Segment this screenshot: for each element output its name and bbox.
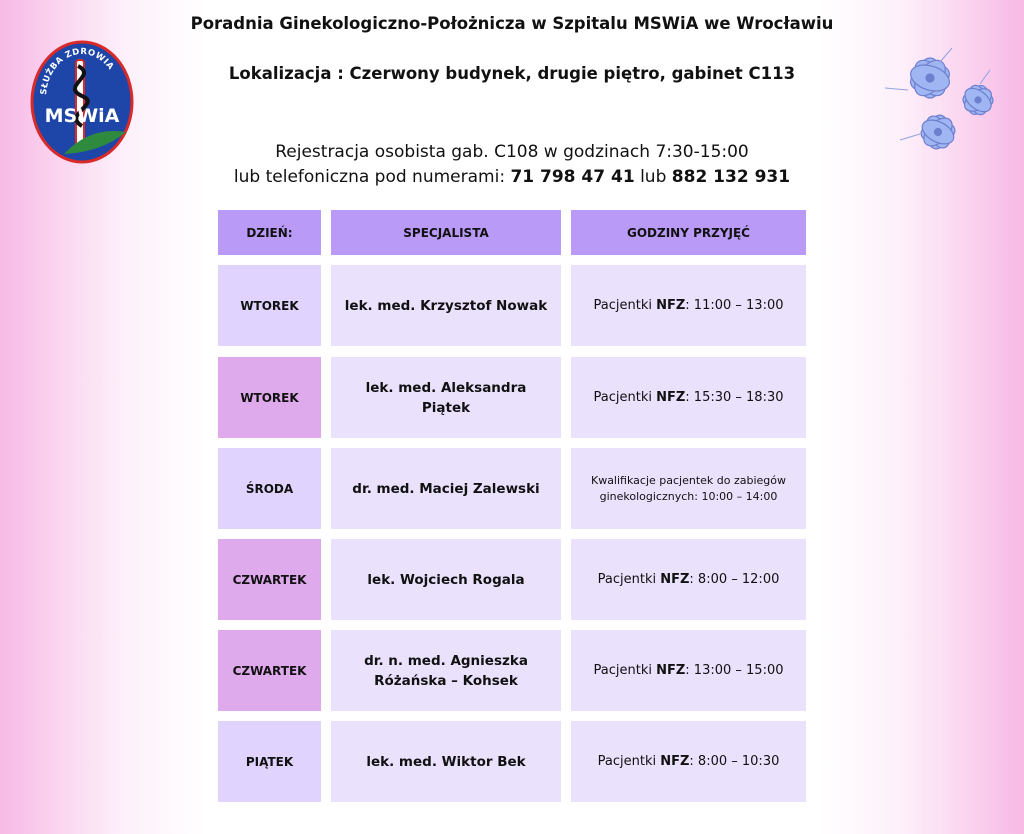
registration-line-1: Rejestracja osobista gab. C108 w godzinach 7:30-15:00 [275,142,749,162]
registration-info [0,140,1024,190]
registration-line-2 [0,165,1024,190]
row-4-hours: Pacjentki NFZ: 8:00 – 12:00 [571,539,806,620]
header-specialist: SPECJALISTA [331,210,561,255]
header-hours: GODZINY PRZYJĘĆ [571,210,806,255]
row-3-hours: Kwalifikacje pacjentek do zabiegów ginekologicznych: 10:00 – 14:00 [571,448,806,529]
row-5-specialist: dr. n. med. Agnieszka Różańska – Kohsek [331,630,561,711]
row-2-day: WTOREK [218,357,321,438]
row-4-specialist: lek. Wojciech Rogala [331,539,561,620]
row-1-day: WTOREK [218,265,321,346]
row-6-day: PIĄTEK [218,721,321,802]
row-5-day: CZWARTEK [218,630,321,711]
registration-prefix: lub telefoniczna pod numerami: [233,167,511,187]
row-2-hours: Pacjentki NFZ: 15:30 – 18:30 [571,357,806,438]
mswia-logo [30,40,134,164]
row-3-day: ŚRODA [218,448,321,529]
header-day: DZIEŃ: [218,210,321,255]
row-3-specialist: dr. med. Maciej Zalewski [331,448,561,529]
phone-number-2: 882 132 931 [671,167,791,187]
row-2-specialist: lek. med. Aleksandra Piątek [331,357,561,438]
page-title: Poradnia Ginekologiczno-Położnicza w Szpitalu MSWiA we Wrocławiu [190,14,834,33]
row-1-specialist: lek. med. Krzysztof Nowak [331,265,561,346]
row-5-hours: Pacjentki NFZ: 13:00 – 15:00 [571,630,806,711]
row-6-hours: Pacjentki NFZ: 8:00 – 10:30 [571,721,806,802]
registration-or: lub [634,167,672,187]
logo-text: MSWiA [44,105,120,127]
flowers-icon [880,40,1005,165]
phone-number-1: 71 798 47 41 [510,167,635,187]
logo-arc-text: SŁUŻBA ZDROWIA [39,46,116,96]
location-text: Lokalizacja : Czerwony budynek, drugie piętro, gabinet C113 [228,64,796,83]
row-4-day: CZWARTEK [218,539,321,620]
row-6-specialist: lek. med. Wiktor Bek [331,721,561,802]
row-1-hours: Pacjentki NFZ: 11:00 – 13:00 [571,265,806,346]
